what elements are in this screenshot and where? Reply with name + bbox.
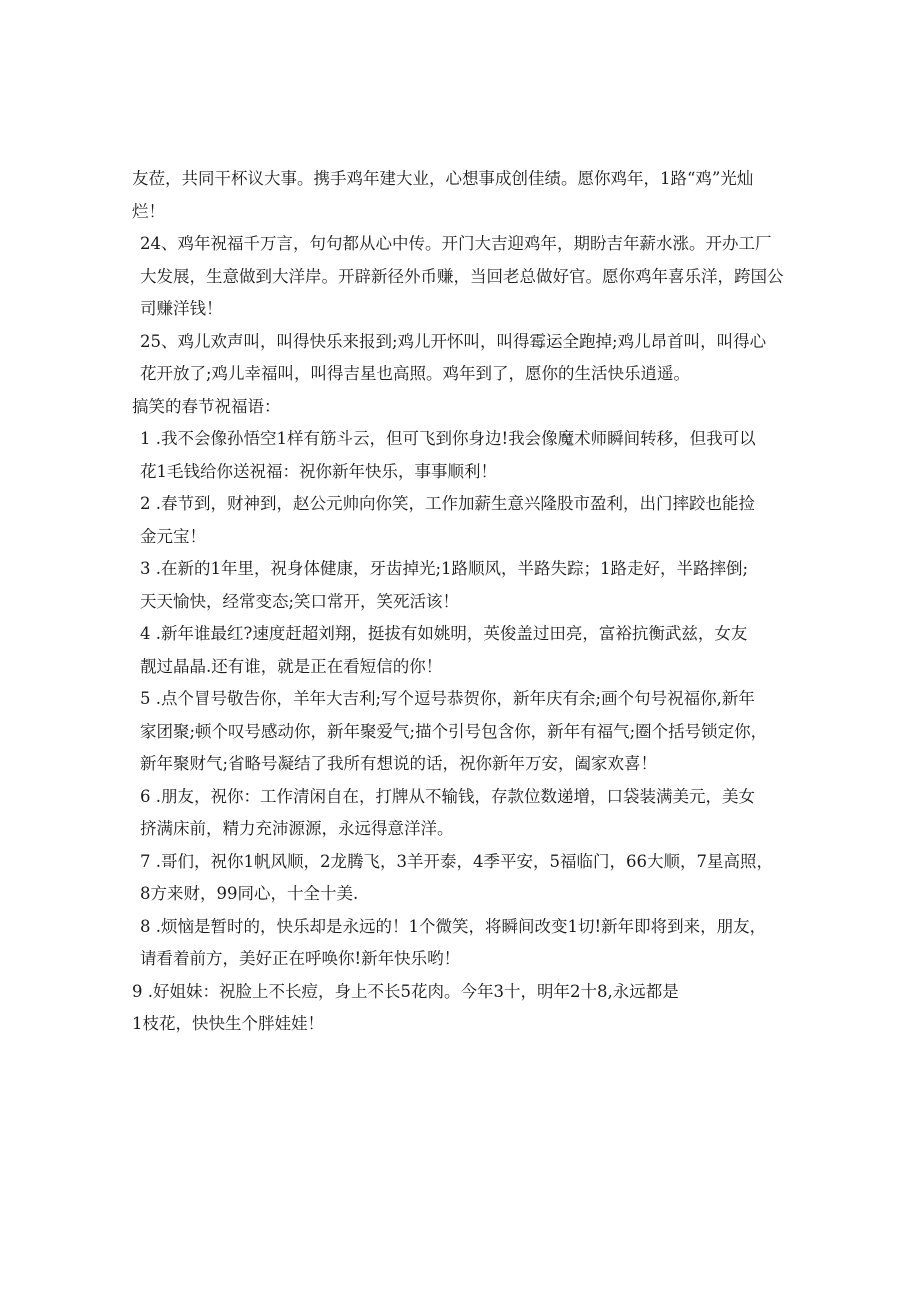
- text-line: 3 .在新的1年里，祝身体健康，牙齿掉光;1路顺风，半路失踪；1路走好，半路摔倒;: [140, 559, 749, 578]
- document-body: [132, 163, 792, 1041]
- text-line: 新年聚财气;省略号凝结了我所有想说的话，祝你新年万安，阖家欢喜！: [140, 754, 658, 773]
- paragraph-item-4: [132, 618, 792, 683]
- paragraph-25: [132, 326, 792, 391]
- text-line: 搞笑的春节祝福语：: [132, 396, 281, 416]
- text-line: 1 .我不会像孙悟空1样有筋斗云，但可飞到你身边!我会像魔术师瞬间转移，但我可以: [140, 429, 756, 448]
- text-line: 烂！: [132, 201, 165, 221]
- text-line: 花开放了;鸡儿幸福叫，叫得吉星也高照。鸡年到了，愿你的生活快乐逍遥。: [140, 364, 691, 383]
- text-line: 友莅，共同干杯议大事。携手鸡年建大业，心想事成创佳绩。愿你鸡年，1路“鸡”光灿: [132, 169, 754, 188]
- paragraph-item-8: [132, 911, 792, 976]
- paragraph-24: [132, 228, 792, 326]
- paragraph-continuation: [132, 163, 792, 228]
- text-line: 4 .新年谁最红?速度赶超刘翔，挺拔有如姚明，英俊盖过田亮，富裕抗衡武兹，女友: [140, 624, 748, 643]
- text-line: 24、鸡年祝福千万言，句句都从心中传。开门大吉迎鸡年，期盼吉年薪水涨。开办工厂: [140, 234, 772, 253]
- paragraph-item-2: [132, 488, 792, 553]
- text-line: 6 .朋友，祝你：工作清闲自在，打牌从不输钱，存款位数递增，口袋装满美元，美女: [140, 786, 755, 806]
- paragraph-item-3: [132, 553, 792, 618]
- paragraph-item-1: [132, 423, 792, 488]
- text-line: 25、鸡儿欢声叫，叫得快乐来报到;鸡儿开怀叫，叫得霉运全跑掉;鸡儿昂首叫，叫得心: [140, 331, 767, 351]
- text-line: 7 .哥们，祝你1帆风顺，2龙腾飞，3羊开泰，4季平安，5福临门，66大顺，7星高照，: [140, 851, 773, 871]
- text-line: 5 .点个冒号敬告你，羊年大吉利;写个逗号恭贺你，新年庆有余;画个句号祝福你,新年: [140, 689, 755, 708]
- text-line: 家团聚;顿个叹号感动你，新年聚爱气;描个引号包含你，新年有福气;圈个括号锁定你，: [140, 721, 768, 741]
- paragraph-item-7: [132, 846, 792, 911]
- paragraph-item-6: [132, 781, 792, 846]
- text-line: 大发展，生意做到大洋岸。开辟新径外币赚，当回老总做好官。愿你鸡年喜乐洋，跨国公: [140, 266, 784, 286]
- text-line: 花1毛钱给你送祝福：祝你新年快乐，事事顺利！: [140, 461, 497, 481]
- text-line: 8方来财，99同心，十全十美.: [140, 884, 359, 903]
- text-line: 2 .春节到，财神到，赵公元帅向你笑，工作加薪生意兴隆股市盈利，出门摔跤也能捡: [140, 494, 755, 513]
- text-line: 请看着前方，美好正在呼唤你!新年快乐哟！: [140, 949, 461, 968]
- section-heading: [132, 391, 792, 424]
- text-line: 8 .烦恼是暂时的，快乐却是永远的！1个微笑，将瞬间改变1切!新年即将到来，朋友，: [140, 916, 767, 936]
- text-line: 天天愉快，经常变态;笑口常开，笑死活该！: [140, 591, 460, 611]
- paragraph-item-9: [132, 976, 792, 1041]
- text-line: 金元宝！: [140, 526, 206, 546]
- text-line: 司赚洋钱！: [140, 299, 223, 318]
- paragraph-item-5: [132, 683, 792, 781]
- text-line: 9 .好姐妹：祝脸上不长痘，身上不长5花肉。今年3十，明年2十8,永远都是: [132, 981, 679, 1001]
- text-line: 靓过晶晶.还有谁，就是正在看短信的你！: [140, 656, 443, 676]
- text-line: 挤满床前，精力充沛源源，永远得意洋洋。: [140, 819, 454, 838]
- text-line: 1枝花，快快生个胖娃娃！: [132, 1014, 324, 1033]
